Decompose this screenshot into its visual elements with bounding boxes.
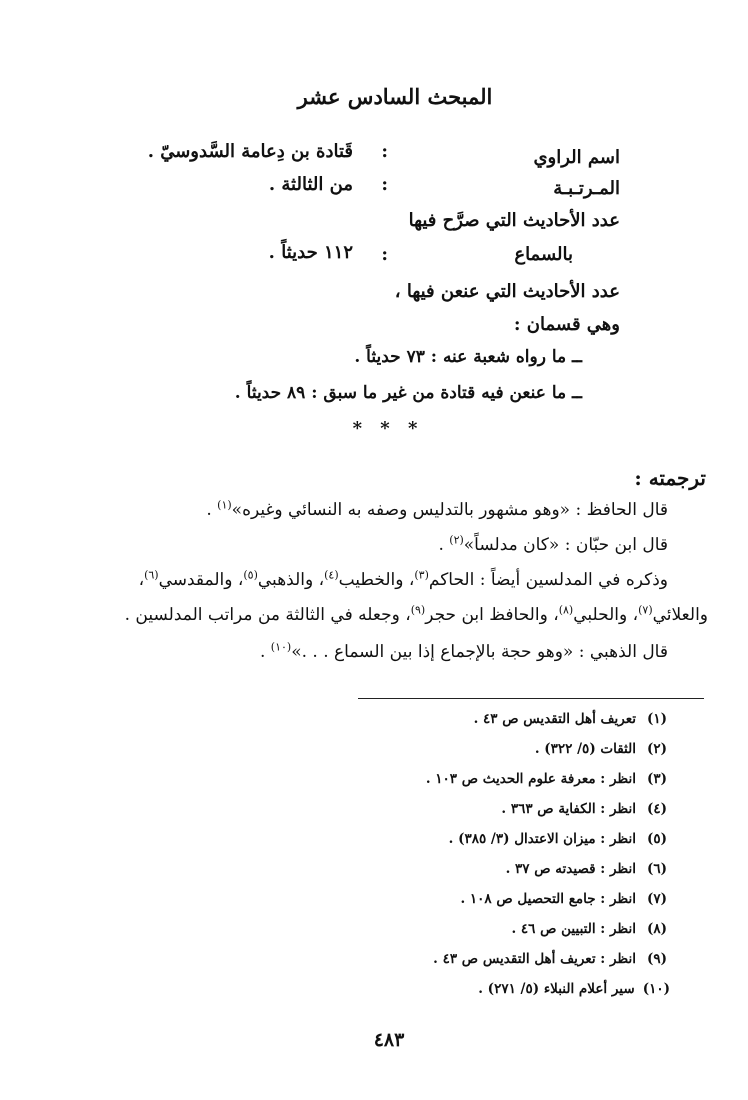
explicit-hadith-label-cont: بالسماع xyxy=(514,244,573,265)
footnote-ref: (٢) xyxy=(449,533,464,547)
list-item xyxy=(354,347,582,367)
footnote-number: (٤) xyxy=(646,801,668,817)
footnote-number: (٧) xyxy=(646,891,668,907)
punctuation: . xyxy=(206,500,212,520)
split-label: وهي قسمان : xyxy=(513,314,620,335)
footnote-divider xyxy=(358,698,704,699)
punctuation: . xyxy=(259,642,266,662)
footnote-ref: (٣) xyxy=(414,568,429,582)
section-title: المبحث السادس عشر xyxy=(297,84,493,109)
bio-text: وذكره في المدلسين أيضاً : الحاكم xyxy=(428,570,668,590)
footnote-item xyxy=(449,831,670,847)
footnote-item xyxy=(478,981,670,997)
footnote-item xyxy=(512,921,671,937)
explicit-hadith-colon: : xyxy=(381,244,388,265)
quote-text: قال الذهبي : «وهو حجة بالإجماع إذا بين السماع . . .» xyxy=(291,642,668,662)
rank-colon: : xyxy=(381,174,388,195)
footnote-text: انظر : الكفاية ص ٣٦٣ . xyxy=(501,801,636,817)
footnote-item xyxy=(460,891,670,907)
bio-text: والعلائي xyxy=(652,605,708,625)
dash-marker: ــ xyxy=(572,347,582,367)
bio-line xyxy=(206,500,668,520)
footnote-ref: (١) xyxy=(217,498,232,512)
bio-text: ، وجعله في الثالثة من مراتب المدلسين . xyxy=(124,605,411,625)
bio-line xyxy=(438,535,668,555)
bio-line xyxy=(139,570,668,590)
explicit-hadith-value: ١١٢ حديثاً . xyxy=(268,242,353,263)
bio-line xyxy=(125,605,708,625)
punctuation: . xyxy=(438,535,444,555)
bio-text: ، والحلبي xyxy=(573,605,639,625)
bio-text: ، والمقدسي xyxy=(158,570,244,590)
rank-label: المـرتـبـة xyxy=(553,178,620,199)
footnote-ref: (٨) xyxy=(558,603,574,617)
footnote-ref: (٧) xyxy=(638,603,653,617)
bio-heading: ترجمته : xyxy=(634,466,706,490)
footnote-text: انظر : معرفة علوم الحديث ص ١٠٣ . xyxy=(425,771,636,787)
narrator-colon: : xyxy=(381,141,388,162)
footnote-text: انظر : قصيدته ص ٣٧ . xyxy=(505,861,636,877)
bio-line xyxy=(260,642,668,662)
narrator-label: اسم الراوي xyxy=(533,147,620,168)
narrator-value: قَتادة بن دِعامة السَّدوسيّ . xyxy=(147,141,353,162)
footnote-item xyxy=(501,801,670,817)
separator-stars: * * * xyxy=(352,418,424,439)
bio-text: ، والذهبي xyxy=(257,570,325,590)
footnote-ref: (٤) xyxy=(324,568,339,582)
list-item xyxy=(235,383,582,403)
footnote-text: انظر : التبيين ص ٤٦ . xyxy=(511,921,636,937)
quote-text: قال الحافظ : «وهو مشهور بالتدليس وصفه به النسائي وغيره» xyxy=(231,500,668,520)
rank-value: من الثالثة . xyxy=(268,174,353,195)
list-item-text: ما عنعن فيه قتادة من غير ما سبق : ٨٩ حديثاً . xyxy=(234,383,567,403)
footnote-number: (٩) xyxy=(646,951,668,967)
footnote-text: انظر : تعريف أهل التقديس ص ٤٣ . xyxy=(433,951,636,967)
footnote-item xyxy=(433,951,670,967)
footnote-item xyxy=(474,711,670,727)
footnote-number: (٦) xyxy=(646,861,668,877)
footnote-ref: (٩) xyxy=(410,603,426,617)
footnote-item xyxy=(506,861,670,877)
page-number: ٤٨٣ xyxy=(373,1029,405,1051)
footnote-text: انظر : ميزان الاعتدال (٣/ ٣٨٥) . xyxy=(448,831,636,847)
footnote-number: (١٠) xyxy=(642,981,670,997)
footnote-number: (٨) xyxy=(646,921,668,937)
footnote-text: انظر : جامع التحصيل ص ١٠٨ . xyxy=(460,891,636,907)
footnote-text: تعريف أهل التقديس ص ٤٣ . xyxy=(473,711,636,727)
footnote-number: (٥) xyxy=(646,831,668,847)
list-item-text: ما رواه شعبة عنه : ٧٣ حديثاً . xyxy=(354,347,567,367)
explicit-hadith-label: عدد الأحاديث التي صرَّح فيها xyxy=(408,210,620,231)
dash-marker: ــ xyxy=(572,383,582,403)
anan-hadith-label: عدد الأحاديث التي عنعن فيها ، xyxy=(394,281,620,302)
footnote-ref: (١٠) xyxy=(270,640,292,654)
footnote-ref: (٥) xyxy=(243,568,258,582)
bio-text: ، والحافظ ابن حجر xyxy=(425,605,559,625)
quote-text: قال ابن حبّان : «كان مدلساً» xyxy=(463,535,668,555)
bio-text: ، xyxy=(138,570,145,590)
footnote-number: (١) xyxy=(646,711,668,727)
footnote-number: (٣) xyxy=(646,771,668,787)
footnote-text: الثقات (٥/ ٣٢٢) . xyxy=(534,741,636,757)
footnote-text: سير أعلام النبلاء (٥/ ٢٧١) . xyxy=(478,981,635,997)
footnote-number: (٢) xyxy=(646,741,668,757)
footnote-ref: (٦) xyxy=(144,568,159,582)
bio-text: ، والخطيب xyxy=(338,570,415,590)
footnote-item xyxy=(535,741,670,757)
footnote-item xyxy=(426,771,670,787)
